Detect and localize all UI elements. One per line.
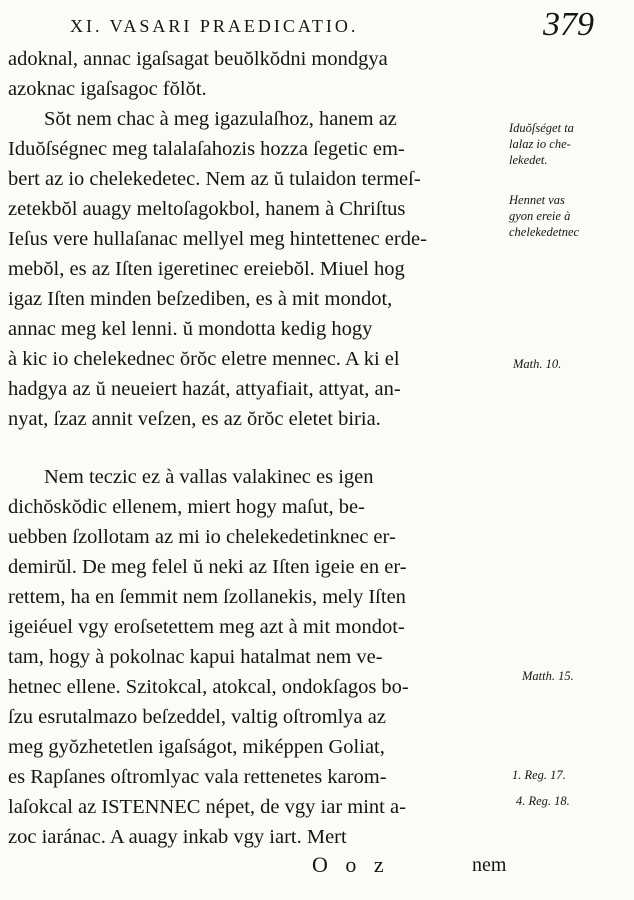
- text-line: Nem teczic ez à vallas valakinec es igen: [44, 466, 374, 488]
- text-line: Iduŏſségnec meg talalaſahozis hozza ſegetic em-: [8, 138, 405, 160]
- text-line: tam, hogy à pokolnac kapui hatalmat nem ve-: [8, 646, 383, 668]
- margin-ref-math-10: Math. 10.: [513, 357, 562, 371]
- paragraph-1: [8, 44, 508, 434]
- text-line: es Rapſanes oſtromlyac vala rettenetes karom-: [8, 766, 387, 788]
- margin-note-line: chelekedetnec: [509, 225, 580, 239]
- page-header: [70, 6, 610, 46]
- text-line: laſokcal az ISTENNEC népet, de vgy iar mint a-: [8, 796, 406, 818]
- text-line: Sŏt nem chac à meg igazulaſhoz, hanem az: [44, 108, 397, 130]
- margin-note-deeds: [509, 192, 579, 240]
- text-line: dichŏskŏdic ellenem, miert hogy maſut, be-: [8, 496, 365, 518]
- margin-note-line: gyon ereie à: [509, 209, 571, 223]
- text-line: mebŏl, es az Iſten igeretinec ereiebŏl. Miuel hog: [8, 258, 405, 280]
- text-line: à kic io chelekednec ŏrŏc eletre mennec. A ki el: [8, 348, 400, 370]
- text-line: adoknal, annac igaſsagat beuŏlkŏdni mondgya: [8, 48, 388, 70]
- page-number: 379: [543, 6, 594, 43]
- text-line: igaz Iſten minden beſzediben, es à mit mondot,: [8, 288, 393, 310]
- margin-note-line: Hennet vas: [509, 193, 565, 207]
- text-line: igeiéuel vgy eroſsetettem meg azt à mit mondot-: [8, 616, 405, 638]
- text-line: bert az io chelekedetec. Nem az ŭ tulaidon termeſ-: [8, 168, 421, 190]
- text-line: azoknac igaſsagoc fŏlŏt.: [8, 78, 207, 100]
- text-line: annac meg kel lenni. ŭ mondotta kedig hogy: [8, 318, 373, 340]
- text-line: meg gyŏzhetetlen igaſságot, miképpen Goliat,: [8, 736, 385, 758]
- signature-mark: O o z: [312, 852, 390, 877]
- margin-note-line: lekedet.: [509, 153, 548, 167]
- text-line: ſzu esrutalmazo beſzeddel, valtig oſtromlya az: [8, 706, 386, 728]
- catchword: nem: [472, 854, 507, 876]
- text-line: Ieſus vere hullaſanac mellyel meg hintettenec erde-: [8, 228, 427, 250]
- text-line: nyat, ſzaz annit veſzen, es az ŏrŏc eletet biria.: [8, 408, 381, 430]
- text-line: demirŭl. De meg felel ŭ neki az Iſten igeie en er-: [8, 556, 407, 578]
- margin-note-line: Iduŏſséget ta: [509, 121, 574, 135]
- text-line: hadgya az ŭ neueiert hazát, attyafiait, attyat, an-: [8, 378, 401, 400]
- text-line: zetekbŏl auagy meltoſagokbol, hanem à Chriſtus: [8, 198, 406, 220]
- text-line: zoc iaránac. A auagy inkab vgy iart. Mert: [8, 826, 347, 848]
- margin-note-line: lalaz io che-: [509, 137, 571, 151]
- text-line: uebben ſzollotam az mi io chelekedetinknec er-: [8, 526, 396, 548]
- margin-ref-matth-15: Matth. 15.: [522, 669, 574, 683]
- paragraph-2: [8, 462, 508, 852]
- margin-ref-1-reg-17: 1. Reg. 17.: [512, 768, 566, 782]
- text-line: rettem, ha en ſemmit nem ſzollanekis, mely Iſten: [8, 586, 406, 608]
- text-line: hetnec ellene. Szitokcal, atokcal, ondokſagos bo-: [8, 676, 409, 698]
- running-title: XI. VASARI PRAEDICATIO.: [70, 16, 359, 36]
- margin-ref-4-reg-18: 4. Reg. 18.: [516, 794, 570, 808]
- margin-note-righteousness: [509, 120, 574, 168]
